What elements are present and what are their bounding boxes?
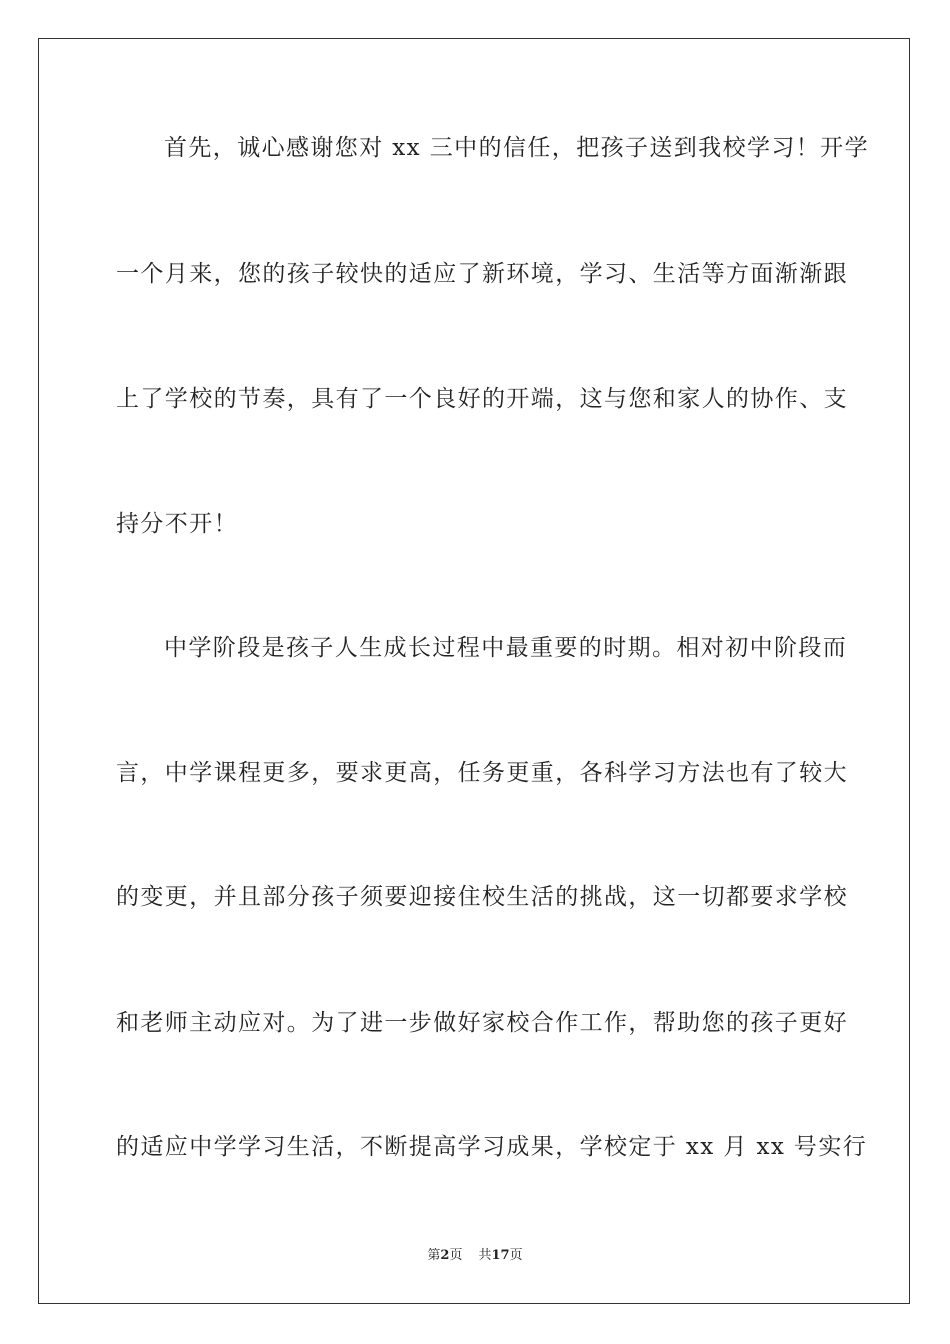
paragraph-2-line-5: 的适应中学学习生活，不断提高学习成果，学校定于 xx 月 xx 号实行	[116, 1134, 868, 1160]
page-number: 2	[440, 1248, 450, 1263]
page-prefix: 第	[427, 1248, 441, 1263]
paragraph-1-line-4: 持分不开！	[116, 511, 238, 537]
paragraph-2-line-2: 言，中学课程更多，要求更高，任务更重，各科学习方法也有了较大	[116, 760, 848, 786]
total-pages: 17	[491, 1248, 510, 1263]
paragraph-2-line-1: 中学阶段是孩子人生成长过程中最重要的时期。相对初中阶段而	[164, 635, 848, 661]
paragraph-1-line-3: 上了学校的节奏，具有了一个良好的开端，这与您和家人的协作、支	[116, 386, 848, 412]
page-footer	[0, 1247, 950, 1265]
total-suffix: 页	[509, 1248, 523, 1263]
paragraph-2-line-3: 的变更，并且部分孩子须要迎接住校生活的挑战，这一切都要求学校	[116, 884, 848, 910]
paragraph-2-line-4: 和老师主动应对。为了进一步做好家校合作工作，帮助您的孩子更好	[116, 1010, 848, 1036]
paragraph-1-line-1: 首先，诚心感谢您对 xx 三中的信任，把孩子送到我校学习！开学	[164, 135, 869, 161]
page-border	[38, 38, 910, 1304]
total-prefix: 共	[478, 1248, 492, 1263]
page-suffix: 页	[449, 1248, 463, 1263]
paragraph-1-line-2: 一个月来，您的孩子较快的适应了新环境，学习、生活等方面渐渐跟	[116, 261, 848, 287]
